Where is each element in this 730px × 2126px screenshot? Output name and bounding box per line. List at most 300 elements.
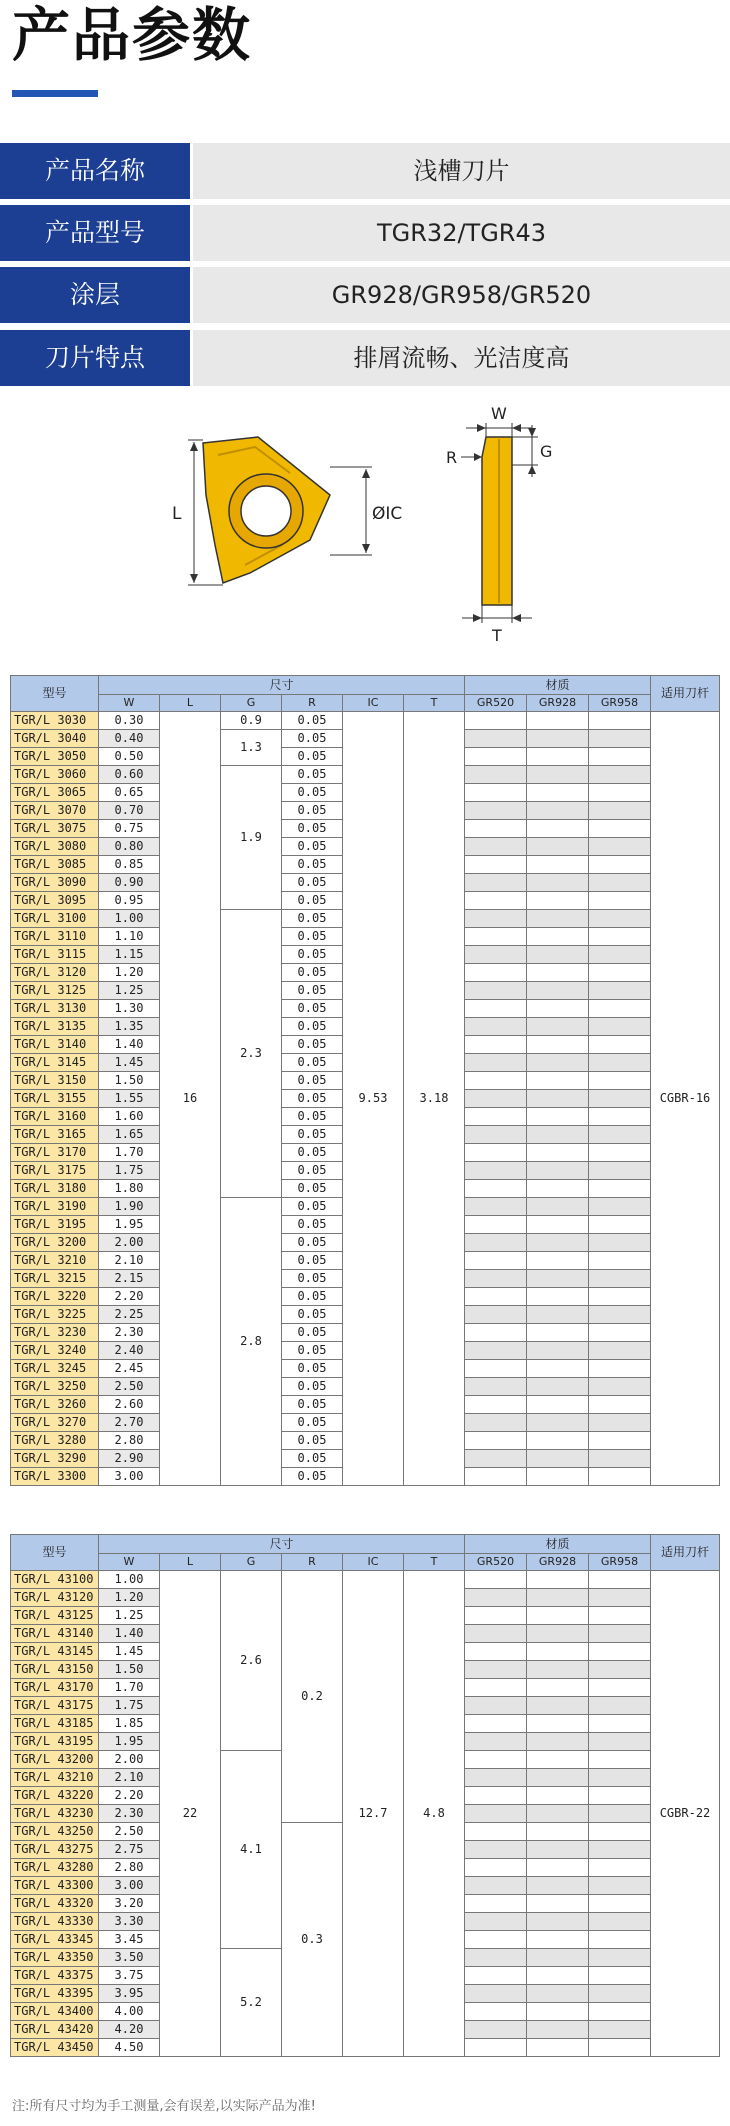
material-cell — [527, 1468, 589, 1486]
material-cell — [465, 802, 527, 820]
model-cell: TGR/L 3160 — [11, 1108, 99, 1126]
material-cell — [589, 784, 651, 802]
material-cell — [465, 1607, 527, 1625]
col-header-gr958: GR958 — [589, 1554, 651, 1571]
model-cell: TGR/L 3145 — [11, 1054, 99, 1072]
material-cell — [465, 982, 527, 1000]
material-cell — [527, 1877, 589, 1895]
material-cell — [589, 910, 651, 928]
w-cell: 2.30 — [99, 1805, 160, 1823]
r-cell: 0.05 — [282, 820, 343, 838]
material-cell — [465, 1000, 527, 1018]
r-cell: 0.05 — [282, 766, 343, 784]
col-header-holder: 适用刀杆 — [651, 1535, 720, 1571]
table-body — [11, 712, 720, 1486]
material-cell — [527, 1625, 589, 1643]
material-cell — [527, 1661, 589, 1679]
w-cell: 1.25 — [99, 1607, 160, 1625]
model-cell: TGR/L 43185 — [11, 1715, 99, 1733]
w-cell: 2.30 — [99, 1324, 160, 1342]
material-cell — [527, 1913, 589, 1931]
material-cell — [465, 2039, 527, 2057]
col-header-ic: IC — [343, 695, 404, 712]
param-label: 产品型号 — [0, 205, 190, 261]
r-cell: 0.05 — [282, 1162, 343, 1180]
material-cell — [589, 1607, 651, 1625]
w-cell: 1.40 — [99, 1036, 160, 1054]
col-header-size: 尺寸 — [99, 676, 465, 695]
w-cell: 4.20 — [99, 2021, 160, 2039]
r-cell: 0.05 — [282, 1252, 343, 1270]
col-header-t: T — [404, 1554, 465, 1571]
r-cell: 0.05 — [282, 1234, 343, 1252]
material-cell — [589, 1697, 651, 1715]
material-cell — [527, 1054, 589, 1072]
w-cell: 1.20 — [99, 1589, 160, 1607]
w-cell: 0.90 — [99, 874, 160, 892]
r-cell: 0.05 — [282, 1270, 343, 1288]
w-cell: 1.20 — [99, 964, 160, 982]
w-cell: 1.95 — [99, 1733, 160, 1751]
material-cell — [465, 1823, 527, 1841]
model-cell: TGR/L 43280 — [11, 1859, 99, 1877]
material-cell — [465, 1643, 527, 1661]
model-cell: TGR/L 43420 — [11, 2021, 99, 2039]
material-cell — [589, 1414, 651, 1432]
w-cell: 1.75 — [99, 1162, 160, 1180]
material-cell — [527, 1787, 589, 1805]
r-cell: 0.05 — [282, 928, 343, 946]
r-cell: 0.05 — [282, 1324, 343, 1342]
material-cell — [465, 1733, 527, 1751]
material-cell — [527, 1823, 589, 1841]
material-cell — [527, 1018, 589, 1036]
w-cell: 1.25 — [99, 982, 160, 1000]
g-cell: 0.9 — [221, 712, 282, 730]
material-cell — [589, 1913, 651, 1931]
material-cell — [527, 1985, 589, 2003]
param-value: GR928/GR958/GR520 — [193, 267, 730, 323]
material-cell — [465, 1787, 527, 1805]
material-cell — [527, 964, 589, 982]
spec-table-tgr32 — [10, 675, 720, 1486]
r-cell: 0.05 — [282, 946, 343, 964]
material-cell — [589, 1571, 651, 1589]
r-cell: 0.05 — [282, 1342, 343, 1360]
r-cell: 0.05 — [282, 1360, 343, 1378]
model-cell: TGR/L 3060 — [11, 766, 99, 784]
material-cell — [589, 1931, 651, 1949]
material-cell — [465, 1769, 527, 1787]
material-cell — [527, 1126, 589, 1144]
material-cell — [589, 1252, 651, 1270]
w-cell: 2.15 — [99, 1270, 160, 1288]
material-cell — [527, 838, 589, 856]
col-header-ic: IC — [343, 1554, 404, 1571]
material-cell — [465, 1126, 527, 1144]
col-header-holder: 适用刀杆 — [651, 676, 720, 712]
t-cell: 4.8 — [404, 1571, 465, 2057]
model-cell: TGR/L 43350 — [11, 1949, 99, 1967]
l-cell: 22 — [160, 1571, 221, 2057]
param-label: 刀片特点 — [0, 330, 190, 386]
model-cell: TGR/L 3260 — [11, 1396, 99, 1414]
material-cell — [589, 1036, 651, 1054]
material-cell — [465, 1252, 527, 1270]
model-cell: TGR/L 3300 — [11, 1468, 99, 1486]
ic-cell: 9.53 — [343, 712, 404, 1486]
material-cell — [589, 1985, 651, 2003]
material-cell — [589, 1126, 651, 1144]
material-cell — [465, 1679, 527, 1697]
page-title: 产品参数 — [12, 1, 253, 69]
material-cell — [465, 856, 527, 874]
r-cell: 0.05 — [282, 874, 343, 892]
w-cell: 2.90 — [99, 1450, 160, 1468]
material-cell — [527, 1679, 589, 1697]
material-cell — [527, 712, 589, 730]
material-cell — [589, 964, 651, 982]
model-cell: TGR/L 3215 — [11, 1270, 99, 1288]
w-cell: 1.50 — [99, 1661, 160, 1679]
material-cell — [589, 1895, 651, 1913]
model-cell: TGR/L 43320 — [11, 1895, 99, 1913]
material-cell — [589, 1288, 651, 1306]
material-cell — [465, 928, 527, 946]
w-cell: 1.00 — [99, 1571, 160, 1589]
material-cell — [527, 1414, 589, 1432]
material-cell — [527, 766, 589, 784]
g-cell: 4.1 — [221, 1751, 282, 1949]
w-cell: 1.35 — [99, 1018, 160, 1036]
model-cell: TGR/L 3190 — [11, 1198, 99, 1216]
col-header-r: R — [282, 1554, 343, 1571]
w-cell: 2.20 — [99, 1787, 160, 1805]
w-cell: 4.50 — [99, 2039, 160, 2057]
material-cell — [589, 1018, 651, 1036]
material-cell — [527, 1733, 589, 1751]
col-header-g: G — [221, 1554, 282, 1571]
material-cell — [589, 1054, 651, 1072]
material-cell — [527, 1715, 589, 1733]
material-cell — [465, 946, 527, 964]
col-header-r: R — [282, 695, 343, 712]
col-header-l: L — [160, 695, 221, 712]
material-cell — [465, 748, 527, 766]
col-header-material: 材质 — [465, 676, 651, 695]
model-cell: TGR/L 43170 — [11, 1679, 99, 1697]
r-cell: 0.05 — [282, 1468, 343, 1486]
material-cell — [527, 874, 589, 892]
param-value: 排屑流畅、光洁度高 — [193, 330, 730, 386]
material-cell — [527, 1234, 589, 1252]
w-cell: 3.50 — [99, 1949, 160, 1967]
g-cell: 1.9 — [221, 766, 282, 910]
material-cell — [589, 712, 651, 730]
material-cell — [589, 1000, 651, 1018]
material-cell — [527, 946, 589, 964]
r-cell: 0.05 — [282, 712, 343, 730]
material-cell — [527, 820, 589, 838]
w-cell: 1.30 — [99, 1000, 160, 1018]
r-cell: 0.3 — [282, 1823, 343, 2057]
material-cell — [527, 1306, 589, 1324]
material-cell — [589, 730, 651, 748]
material-cell — [527, 748, 589, 766]
material-cell — [527, 1252, 589, 1270]
material-cell — [465, 1913, 527, 1931]
material-cell — [465, 784, 527, 802]
material-cell — [589, 1823, 651, 1841]
model-cell: TGR/L 3180 — [11, 1180, 99, 1198]
col-header-size: 尺寸 — [99, 1535, 465, 1554]
model-cell: TGR/L 3140 — [11, 1036, 99, 1054]
model-cell: TGR/L 3245 — [11, 1360, 99, 1378]
w-cell: 2.80 — [99, 1432, 160, 1450]
t-cell: 3.18 — [404, 712, 465, 1486]
table-row — [11, 712, 720, 730]
col-header-t: T — [404, 695, 465, 712]
model-cell: TGR/L 43450 — [11, 2039, 99, 2057]
r-cell: 0.05 — [282, 1126, 343, 1144]
w-cell: 1.15 — [99, 946, 160, 964]
material-cell — [527, 892, 589, 910]
r-cell: 0.05 — [282, 748, 343, 766]
r-cell: 0.05 — [282, 892, 343, 910]
material-cell — [527, 928, 589, 946]
w-cell: 2.75 — [99, 1841, 160, 1859]
w-cell: 3.20 — [99, 1895, 160, 1913]
w-cell: 1.45 — [99, 1643, 160, 1661]
material-cell — [589, 1769, 651, 1787]
model-cell: TGR/L 43175 — [11, 1697, 99, 1715]
model-cell: TGR/L 43150 — [11, 1661, 99, 1679]
w-cell: 1.65 — [99, 1126, 160, 1144]
material-cell — [589, 1625, 651, 1643]
material-cell — [465, 1625, 527, 1643]
insert-side-view — [461, 423, 538, 623]
model-cell: TGR/L 3210 — [11, 1252, 99, 1270]
dim-label-r: R — [446, 448, 458, 467]
material-cell — [527, 1895, 589, 1913]
material-cell — [589, 2003, 651, 2021]
material-cell — [465, 2003, 527, 2021]
w-cell: 1.10 — [99, 928, 160, 946]
model-cell: TGR/L 3085 — [11, 856, 99, 874]
material-cell — [589, 1661, 651, 1679]
insert-front-view — [188, 437, 372, 585]
model-cell: TGR/L 43120 — [11, 1589, 99, 1607]
r-cell: 0.05 — [282, 982, 343, 1000]
material-cell — [589, 1967, 651, 1985]
w-cell: 0.85 — [99, 856, 160, 874]
model-cell: TGR/L 3270 — [11, 1414, 99, 1432]
material-cell — [589, 1859, 651, 1877]
w-cell: 1.70 — [99, 1144, 160, 1162]
r-cell: 0.05 — [282, 1306, 343, 1324]
material-cell — [527, 1571, 589, 1589]
material-cell — [465, 1589, 527, 1607]
material-cell — [465, 1967, 527, 1985]
r-cell: 0.05 — [282, 964, 343, 982]
w-cell: 0.70 — [99, 802, 160, 820]
g-cell: 5.2 — [221, 1949, 282, 2057]
material-cell — [527, 1324, 589, 1342]
r-cell: 0.05 — [282, 1072, 343, 1090]
material-cell — [465, 1877, 527, 1895]
r-cell: 0.05 — [282, 856, 343, 874]
material-cell — [527, 802, 589, 820]
model-cell: TGR/L 3155 — [11, 1090, 99, 1108]
material-cell — [527, 1180, 589, 1198]
r-cell: 0.05 — [282, 1288, 343, 1306]
material-cell — [589, 1306, 651, 1324]
g-cell: 2.6 — [221, 1571, 282, 1751]
w-cell: 2.20 — [99, 1288, 160, 1306]
r-cell: 0.05 — [282, 1000, 343, 1018]
material-cell — [589, 1180, 651, 1198]
col-header-gr928: GR928 — [527, 1554, 589, 1571]
material-cell — [589, 748, 651, 766]
material-cell — [589, 1733, 651, 1751]
material-cell — [465, 1414, 527, 1432]
material-cell — [465, 1324, 527, 1342]
material-cell — [465, 1288, 527, 1306]
material-cell — [527, 1216, 589, 1234]
material-cell — [465, 1018, 527, 1036]
material-cell — [589, 1432, 651, 1450]
model-cell: TGR/L 3100 — [11, 910, 99, 928]
w-cell: 0.75 — [99, 820, 160, 838]
model-cell: TGR/L 43140 — [11, 1625, 99, 1643]
model-cell: TGR/L 3090 — [11, 874, 99, 892]
material-cell — [589, 1949, 651, 1967]
material-cell — [527, 1450, 589, 1468]
material-cell — [527, 1072, 589, 1090]
w-cell: 2.25 — [99, 1306, 160, 1324]
model-cell: TGR/L 43300 — [11, 1877, 99, 1895]
material-cell — [589, 838, 651, 856]
w-cell: 2.80 — [99, 1859, 160, 1877]
material-cell — [465, 1661, 527, 1679]
w-cell: 1.00 — [99, 910, 160, 928]
param-label: 涂层 — [0, 267, 190, 323]
model-cell: TGR/L 3125 — [11, 982, 99, 1000]
material-cell — [465, 892, 527, 910]
material-cell — [527, 1162, 589, 1180]
material-cell — [589, 2039, 651, 2057]
material-cell — [527, 1378, 589, 1396]
material-cell — [465, 910, 527, 928]
table-body — [11, 1571, 720, 2057]
model-cell: TGR/L 43230 — [11, 1805, 99, 1823]
model-cell: TGR/L 43275 — [11, 1841, 99, 1859]
col-header-model: 型号 — [11, 676, 99, 712]
r-cell: 0.05 — [282, 1432, 343, 1450]
material-cell — [589, 1396, 651, 1414]
model-cell: TGR/L 43145 — [11, 1643, 99, 1661]
r-cell: 0.05 — [282, 802, 343, 820]
w-cell: 0.40 — [99, 730, 160, 748]
model-cell: TGR/L 43125 — [11, 1607, 99, 1625]
title-underline — [12, 90, 98, 97]
g-cell: 2.3 — [221, 910, 282, 1198]
material-cell — [465, 1751, 527, 1769]
col-header-l: L — [160, 1554, 221, 1571]
model-cell: TGR/L 43400 — [11, 2003, 99, 2021]
model-cell: TGR/L 3195 — [11, 1216, 99, 1234]
model-cell: TGR/L 3250 — [11, 1378, 99, 1396]
material-cell — [589, 1162, 651, 1180]
material-cell — [527, 1036, 589, 1054]
material-cell — [527, 1949, 589, 1967]
material-cell — [465, 1697, 527, 1715]
material-cell — [589, 766, 651, 784]
ic-cell: 12.7 — [343, 1571, 404, 2057]
material-cell — [527, 1841, 589, 1859]
dim-label-w: W — [491, 404, 507, 423]
material-cell — [527, 1751, 589, 1769]
material-cell — [527, 1805, 589, 1823]
w-cell: 3.75 — [99, 1967, 160, 1985]
param-row-features — [0, 330, 730, 386]
material-cell — [589, 1360, 651, 1378]
dim-label-t: T — [492, 626, 502, 645]
material-cell — [465, 712, 527, 730]
disclaimer-note: 注:所有尺寸均为手工测量,会有误差,以实际产品为准! — [12, 2099, 316, 2114]
r-cell: 0.05 — [282, 1216, 343, 1234]
model-cell: TGR/L 3150 — [11, 1072, 99, 1090]
material-cell — [465, 1715, 527, 1733]
w-cell: 1.50 — [99, 1072, 160, 1090]
material-cell — [465, 1396, 527, 1414]
model-cell: TGR/L 43220 — [11, 1787, 99, 1805]
table-row — [11, 1571, 720, 1589]
material-cell — [527, 1342, 589, 1360]
spec-table-tgr43 — [10, 1534, 720, 2057]
model-cell: TGR/L 3290 — [11, 1450, 99, 1468]
r-cell: 0.05 — [282, 1414, 343, 1432]
g-cell: 1.3 — [221, 730, 282, 766]
w-cell: 1.75 — [99, 1697, 160, 1715]
param-value: TGR32/TGR43 — [193, 205, 730, 261]
w-cell: 3.00 — [99, 1468, 160, 1486]
w-cell: 2.50 — [99, 1823, 160, 1841]
model-cell: TGR/L 3170 — [11, 1144, 99, 1162]
material-cell — [589, 1378, 651, 1396]
model-cell: TGR/L 3080 — [11, 838, 99, 856]
model-cell: TGR/L 3070 — [11, 802, 99, 820]
material-cell — [465, 1342, 527, 1360]
material-cell — [527, 2021, 589, 2039]
material-cell — [465, 1859, 527, 1877]
material-cell — [465, 1949, 527, 1967]
model-cell: TGR/L 3065 — [11, 784, 99, 802]
col-header-w: W — [99, 1554, 160, 1571]
model-cell: TGR/L 3095 — [11, 892, 99, 910]
material-cell — [465, 1144, 527, 1162]
col-header-model: 型号 — [11, 1535, 99, 1571]
r-cell: 0.05 — [282, 1090, 343, 1108]
w-cell: 1.60 — [99, 1108, 160, 1126]
r-cell: 0.05 — [282, 784, 343, 802]
model-cell: TGR/L 43330 — [11, 1913, 99, 1931]
col-header-g: G — [221, 695, 282, 712]
w-cell: 1.95 — [99, 1216, 160, 1234]
w-cell: 2.50 — [99, 1378, 160, 1396]
material-cell — [465, 1931, 527, 1949]
model-cell: TGR/L 3280 — [11, 1432, 99, 1450]
